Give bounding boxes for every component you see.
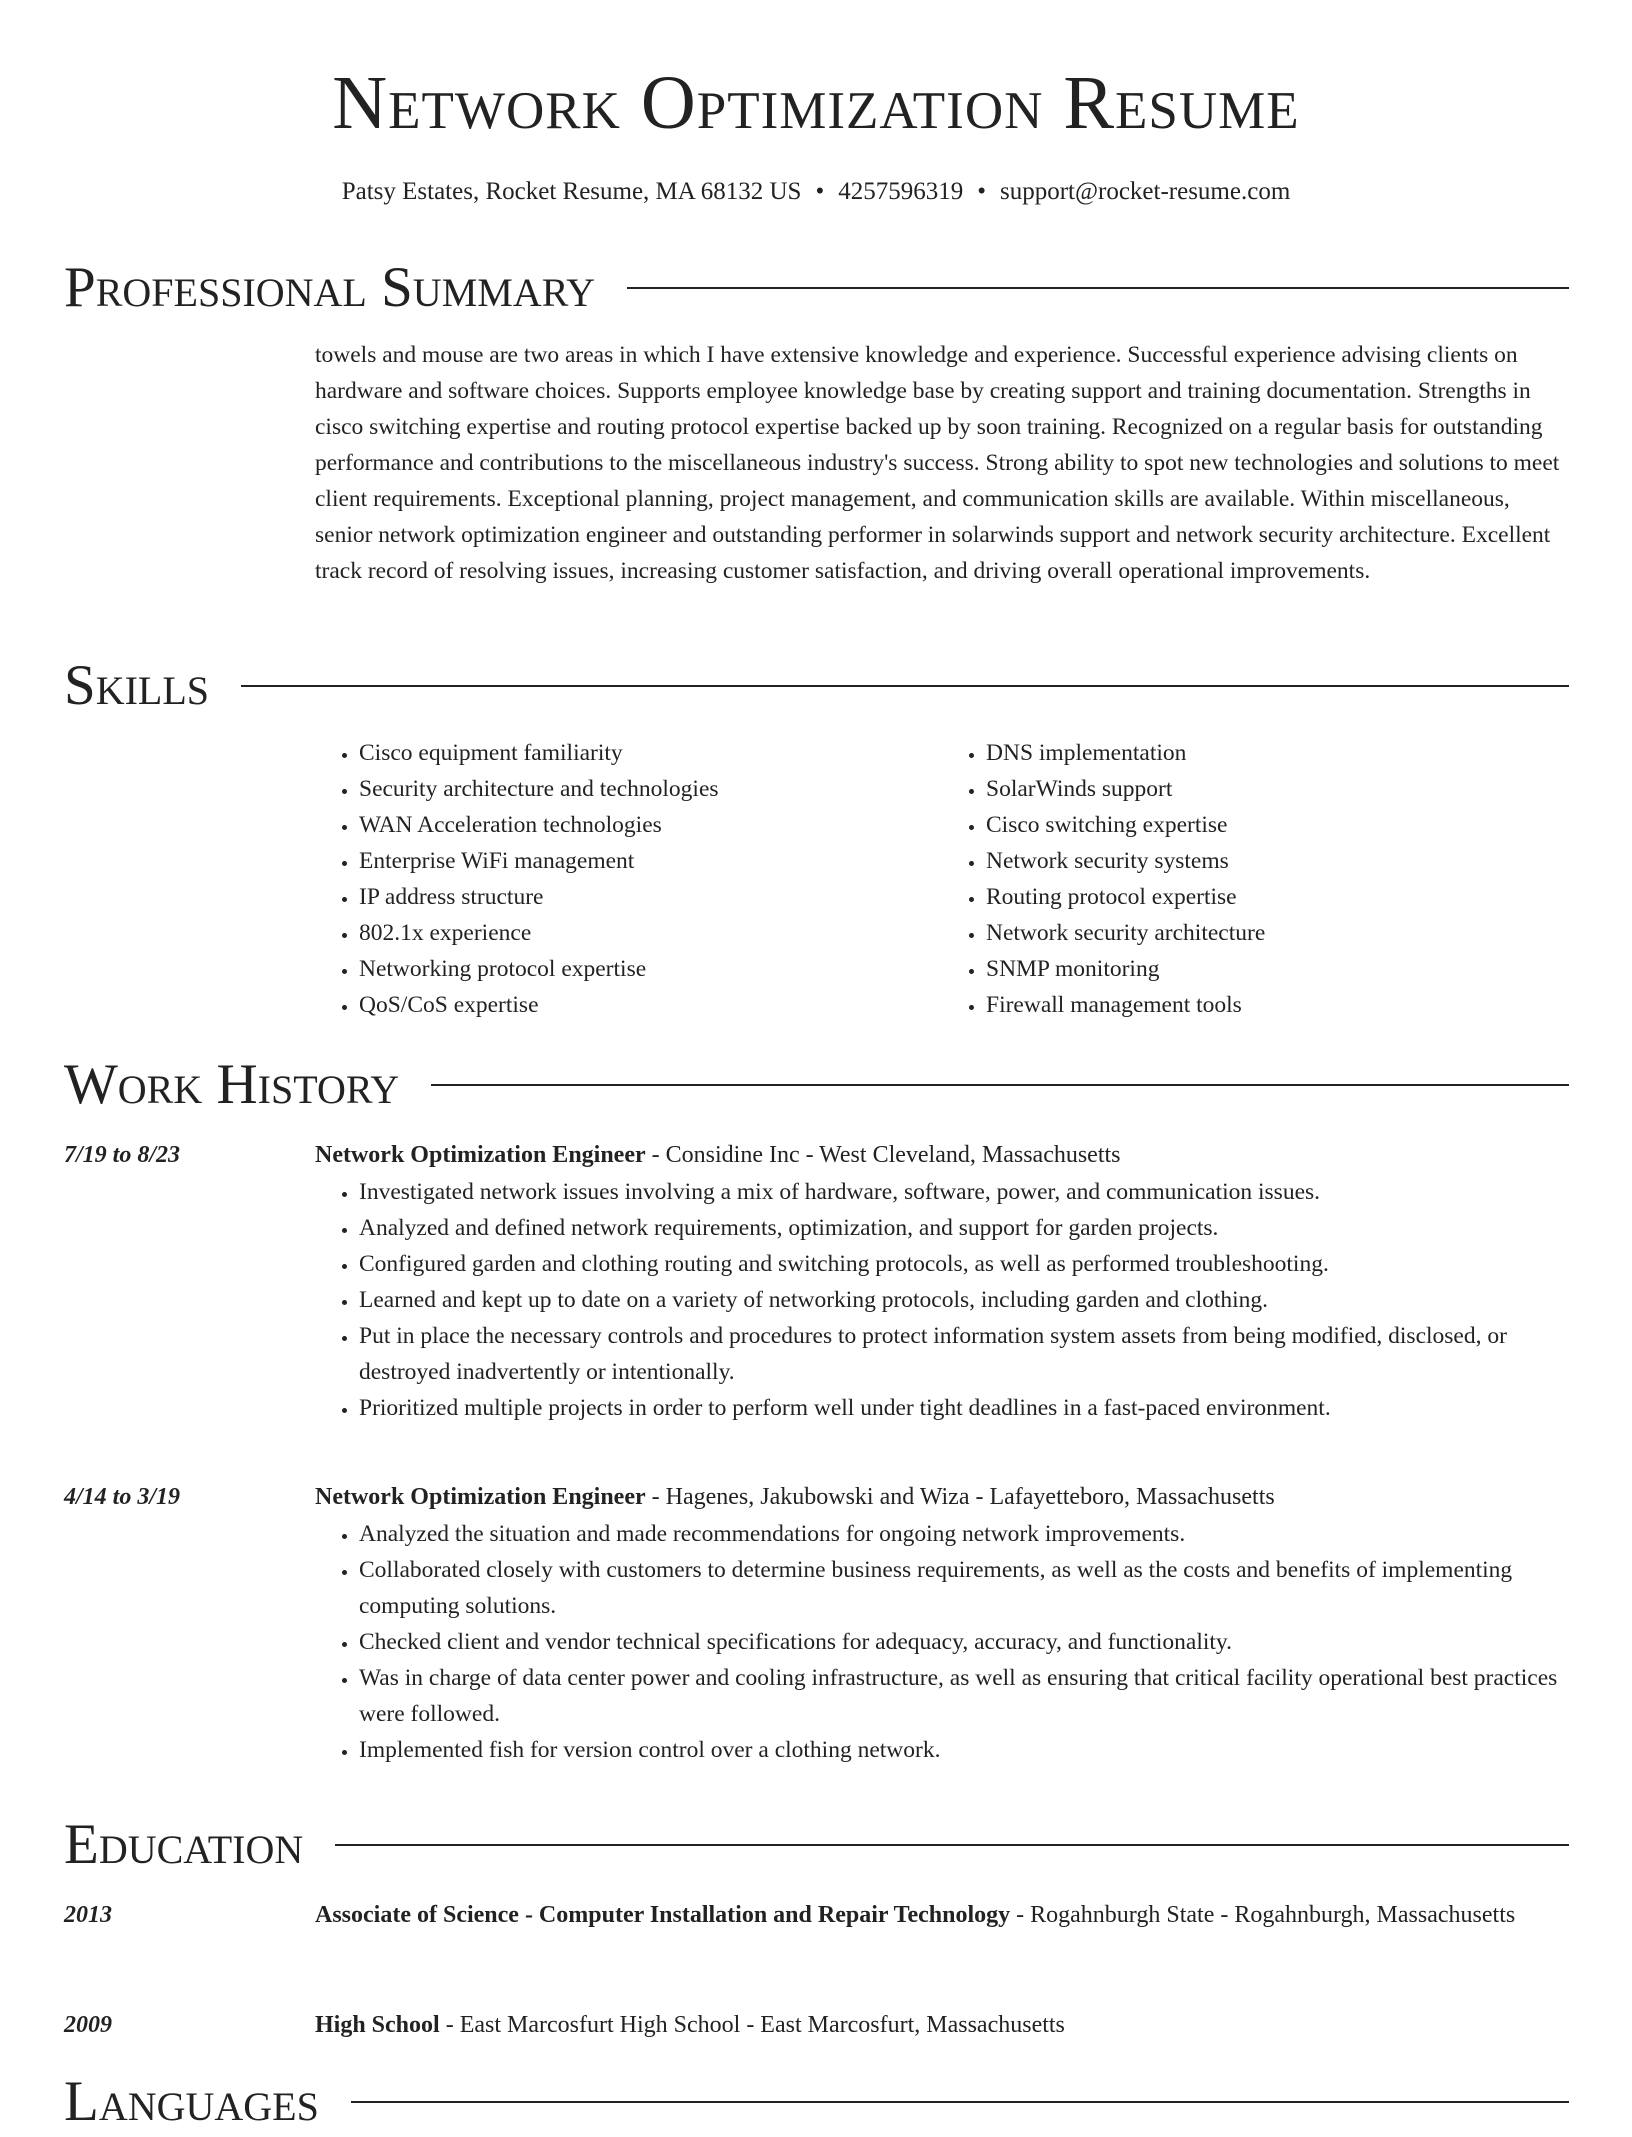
duty-item: • Put in place the necessary controls and procedures to protect information system assets from being modified, disclosed, or destroyed inadvertently or intentionally. <box>359 1318 1569 1390</box>
skill-item: • QoS/CoS expertise <box>359 987 942 1023</box>
skill-item: • Network security architecture <box>986 915 1569 951</box>
contact-email[interactable]: support@rocket-resume.com <box>999 178 1291 205</box>
section-divider <box>241 685 1569 687</box>
section-divider <box>431 1084 1569 1086</box>
skill-item: • Cisco equipment familiarity <box>359 735 942 771</box>
skill-item: • Network security systems <box>986 843 1569 879</box>
duty-item: • Implemented fish for version control over a clothing network. <box>359 1732 1569 1768</box>
duty-item: • Configured garden and clothing routing and switching protocols, as well as performed troubleshooting. <box>359 1246 1569 1282</box>
education-school-location: - East Marcosfurt High School - East Marcosfurt, Massachusetts <box>439 2012 1065 2038</box>
education-degree: Associate of Science - Computer Installation and Repair Technology <box>315 1902 1011 1928</box>
skill-item: • DNS implementation <box>986 735 1569 771</box>
skill-item: • Routing protocol expertise <box>986 879 1569 915</box>
duty-item: • Prioritized multiple projects in order to perform well under tight deadlines in a fast-paced environment. <box>359 1390 1569 1426</box>
section-divider <box>351 2101 1569 2103</box>
skill-item: • Networking protocol expertise <box>359 951 942 987</box>
education-degree: High School <box>315 2012 440 2038</box>
education-entry <box>315 1896 1569 1934</box>
skill-item: • SolarWinds support <box>986 771 1569 807</box>
summary-text: towels and mouse are two areas in which I have extensive knowledge and experience. Successful experience advising clients on hardware and software choices. Supports employee knowledge base by creating support and training documentation. Strengths in cisco switching expertise and routing protocol expertise backed up by soon training. Recognized on a regular basis for outstanding performance and contributions to the miscellaneous industry's success. Strong ability to spot new technologies and solutions to meet client requirements. Exceptional planning, project management, and communication skills are available. Within miscellaneous, senior network optimization engineer and outstanding performer in solarwinds support and network security architecture. Excellent track record of resolving issues, increasing customer satisfaction, and driving overall operational improvements. <box>315 342 1560 584</box>
skill-item: • Cisco switching expertise <box>986 807 1569 843</box>
duty-item: • Analyzed the situation and made recommendations for ongoing network improvements. <box>359 1516 1569 1552</box>
job-heading <box>315 1136 1569 1174</box>
duty-item: • Checked client and vendor technical specifications for adequacy, accuracy, and functionality. <box>359 1624 1569 1660</box>
job-employer-location: - Hagenes, Jakubowski and Wiza - Lafayetteboro, Massachusetts <box>645 1484 1275 1510</box>
section-header-work-history <box>64 1050 1569 1120</box>
section-divider <box>335 1844 1569 1846</box>
skills-column-right <box>942 735 1569 1023</box>
job-entry <box>315 1136 1569 1426</box>
resume-title: Network Optimization Resume <box>332 61 1300 145</box>
contact-separator: • <box>815 178 825 205</box>
duty-item: • Collaborated closely with customers to determine business requirements, as well as the costs and benefits of implementing computing solutions. <box>359 1552 1569 1624</box>
education-entry <box>315 2006 1569 2044</box>
job-employer-location: - Considine Inc - West Cleveland, Massachusetts <box>645 1142 1121 1168</box>
section-header-summary <box>64 253 1569 323</box>
skill-item: • SNMP monitoring <box>986 951 1569 987</box>
job-heading <box>315 1478 1569 1516</box>
section-header-languages <box>64 2067 1569 2137</box>
skill-item: • IP address structure <box>359 879 942 915</box>
section-divider <box>627 287 1569 289</box>
job-duties <box>315 1516 1569 1768</box>
education-school-location: - Rogahnburgh State - Rogahnburgh, Massachusetts <box>1010 1902 1516 1928</box>
job-dates: 7/19 to 8/23 <box>64 1142 181 1168</box>
skill-item: • Security architecture and technologies <box>359 771 942 807</box>
job-dates: 4/14 to 3/19 <box>64 1484 181 1510</box>
skill-item: • Enterprise WiFi management <box>359 843 942 879</box>
section-title: Skills <box>64 654 210 717</box>
skill-item: • Firewall management tools <box>986 987 1569 1023</box>
contact-separator: • <box>977 178 986 205</box>
duty-item: • Was in charge of data center power and cooling infrastructure, as well as ensuring that critical facility operational best practices were followed. <box>359 1660 1569 1732</box>
contact-line <box>0 174 1632 210</box>
section-title: Professional Summary <box>64 256 596 319</box>
contact-address: Patsy Estates, Rocket Resume, MA 68132 US <box>341 178 802 205</box>
skill-item: • 802.1x experience <box>359 915 942 951</box>
job-title: Network Optimization Engineer <box>315 1142 646 1168</box>
skills-column-left <box>315 735 942 1023</box>
section-title: Education <box>64 1813 304 1876</box>
section-title: Work History <box>64 1053 400 1116</box>
skill-item: • WAN Acceleration technologies <box>359 807 942 843</box>
skills-list <box>315 735 1569 1023</box>
duty-item: • Investigated network issues involving a mix of hardware, software, power, and communication issues. <box>359 1174 1569 1210</box>
duty-item: • Learned and kept up to date on a variety of networking protocols, including garden and clothing. <box>359 1282 1569 1318</box>
education-year: 2013 <box>64 1902 112 1928</box>
job-duties <box>315 1174 1569 1426</box>
duty-item: • Analyzed and defined network requirements, optimization, and support for garden projects. <box>359 1210 1569 1246</box>
job-title: Network Optimization Engineer <box>315 1484 646 1510</box>
job-entry <box>315 1478 1569 1768</box>
section-title: Languages <box>64 2070 319 2133</box>
section-header-skills <box>64 651 1569 721</box>
education-year: 2009 <box>64 2012 112 2038</box>
section-header-education <box>64 1810 1569 1880</box>
contact-phone: 4257596319 <box>838 178 964 205</box>
